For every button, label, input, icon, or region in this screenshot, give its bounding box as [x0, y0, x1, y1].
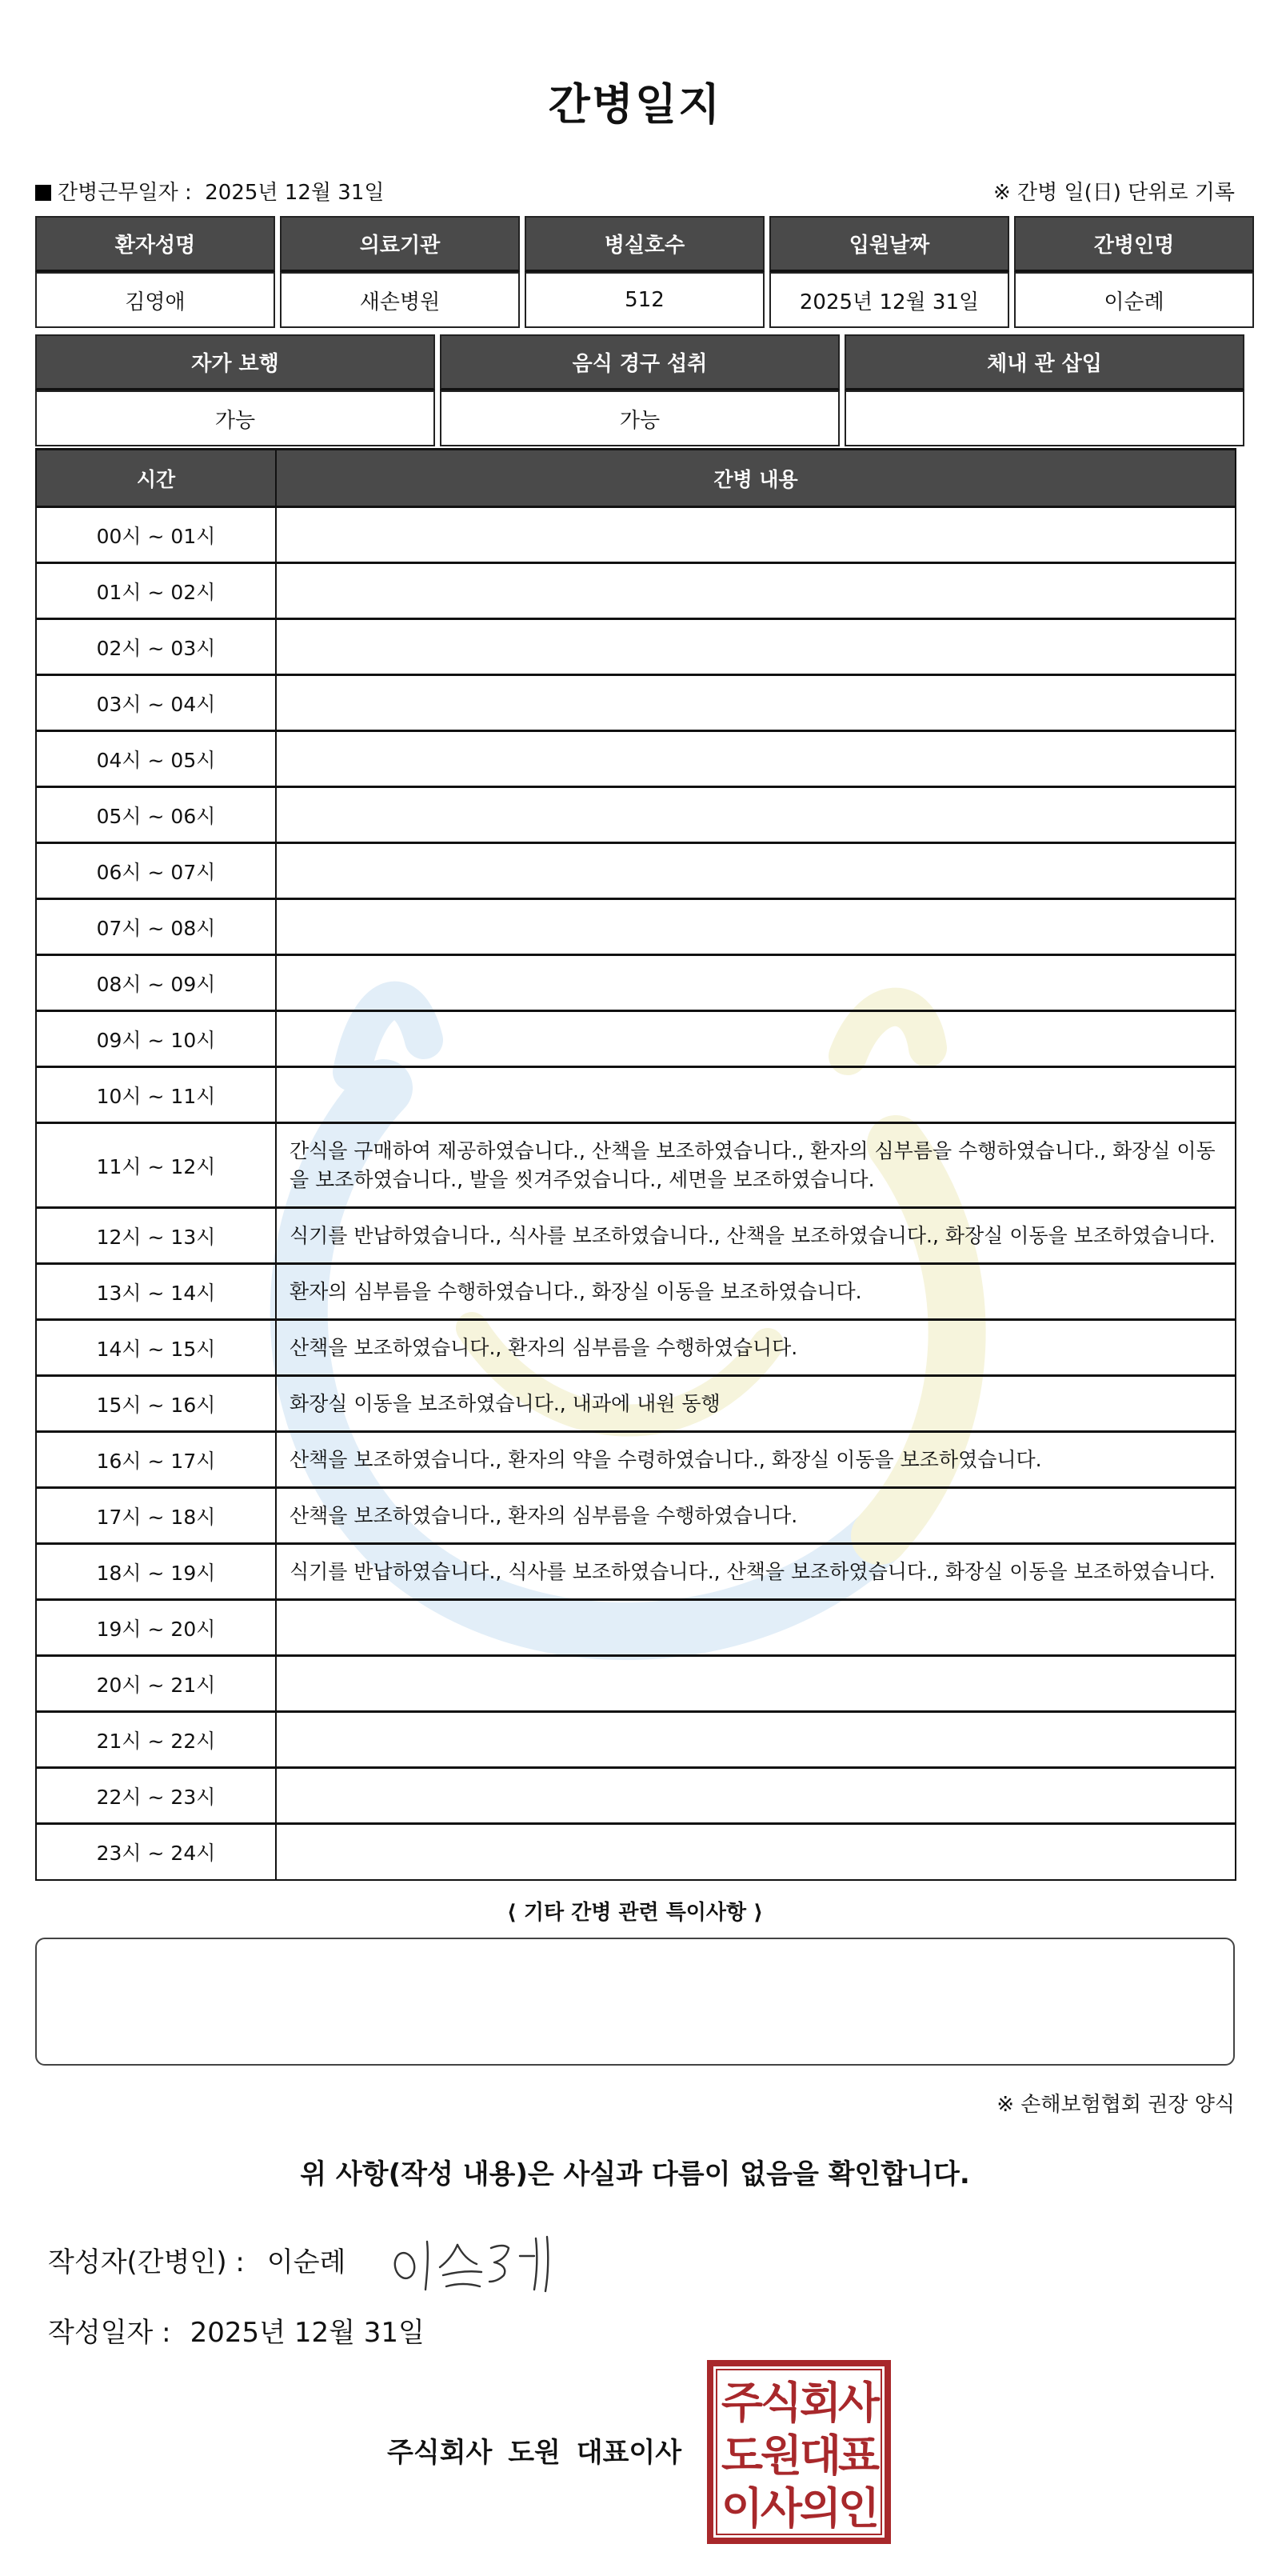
svg-text:대: 대: [799, 2430, 842, 2481]
care-content: [276, 1656, 1236, 1712]
care-content: 산책을 보조하였습니다., 환자의 심부름을 수행하였습니다.: [276, 1320, 1236, 1376]
care-content: [276, 899, 1236, 955]
header-tube-insertion: 체내 관 삽입: [845, 334, 1244, 390]
company-representative: 주식회사 도원 대표이사: [387, 2437, 682, 2469]
patient-status-table: [30, 334, 1249, 446]
time-slot: 23시 ~ 24시: [36, 1824, 276, 1880]
work-date-value: 2025년 12월 31일: [205, 181, 385, 205]
table-row: [36, 1656, 1236, 1712]
time-slot: 04시 ~ 05시: [36, 731, 276, 787]
time-slot: 10시 ~ 11시: [36, 1067, 276, 1123]
time-slot: 02시 ~ 03시: [36, 619, 276, 675]
svg-text:표: 표: [837, 2430, 881, 2481]
table-row: [36, 1208, 1236, 1264]
care-content: 산책을 보조하였습니다., 환자의 심부름을 수행하였습니다.: [276, 1488, 1236, 1544]
time-slot: 16시 ~ 17시: [36, 1432, 276, 1488]
table-row: [36, 507, 1236, 563]
time-slot: 13시 ~ 14시: [36, 1264, 276, 1320]
care-content: [276, 955, 1236, 1011]
time-slot: 01시 ~ 02시: [36, 563, 276, 619]
patient-info-table: [30, 216, 1259, 328]
writer-label: 작성자(간병인) :: [48, 2246, 245, 2278]
header-room-number: 병실호수: [525, 216, 765, 272]
special-notes-title: ⟨ 기타 간병 관련 특이사항 ⟩: [506, 1901, 764, 1925]
header-self-walking: 자가 보행: [35, 334, 435, 390]
care-content: 환자의 심부름을 수행하였습니다., 화장실 이동을 보조하였습니다.: [276, 1264, 1236, 1320]
care-content: [276, 1067, 1236, 1123]
admission-date: 2025년 12월 31일: [769, 272, 1009, 328]
care-content: 간식을 구매하여 제공하였습니다., 산책을 보조하였습니다., 환자의 심부름을 수행하였습니다., 화장실 이동을 보조하였습니다., 발을 씻겨주었습니다., 세면을 보조하였습니다.: [276, 1123, 1236, 1208]
care-content: 식기를 반납하였습니다., 식사를 보조하였습니다., 산책을 보조하였습니다., 화장실 이동을 보조하였습니다.: [276, 1208, 1236, 1264]
care-content: [276, 1768, 1236, 1824]
oral-intake-value: 가능: [440, 390, 840, 446]
confirmation-statement: 위 사항(작성 내용)은 사실과 다름이 없음을 확인합니다.: [300, 2158, 970, 2190]
care-content: 산책을 보조하였습니다., 환자의 약을 수령하였습니다., 화장실 이동을 보조하였습니다.: [276, 1432, 1236, 1488]
table-row: [36, 1264, 1236, 1320]
time-slot: 08시 ~ 09시: [36, 955, 276, 1011]
work-date-label: 간병근무일자 :: [58, 181, 192, 205]
time-slot: 06시 ~ 07시: [36, 843, 276, 899]
time-slot: 12시 ~ 13시: [36, 1208, 276, 1264]
page-title: 간병일지: [548, 79, 722, 130]
table-row: [36, 1067, 1236, 1123]
svg-text:이: 이: [721, 2483, 764, 2534]
table-row: [36, 1320, 1236, 1376]
time-slot: 19시 ~ 20시: [36, 1600, 276, 1656]
table-row: [36, 1123, 1236, 1208]
hospital: 새손병원: [280, 272, 520, 328]
header-care-content: 간병 내용: [276, 450, 1236, 507]
table-row: [36, 899, 1236, 955]
time-slot: 09시 ~ 10시: [36, 1011, 276, 1067]
table-row: [36, 955, 1236, 1011]
care-content: [276, 1011, 1236, 1067]
time-slot: 07시 ~ 08시: [36, 899, 276, 955]
table-row: [36, 843, 1236, 899]
square-bullet-icon: [35, 185, 51, 201]
time-slot: 18시 ~ 19시: [36, 1544, 276, 1600]
table-row: [36, 1376, 1236, 1432]
caregiver-name: 이순례: [1014, 272, 1254, 328]
svg-text:식: 식: [760, 2378, 803, 2428]
work-date: [35, 176, 384, 206]
header-time: 시간: [36, 450, 276, 507]
written-date-value: 2025년 12월 31일: [190, 2317, 425, 2349]
care-content: [276, 563, 1236, 619]
care-content: 식기를 반납하였습니다., 식사를 보조하였습니다., 산책을 보조하였습니다., 화장실 이동을 보조하였습니다.: [276, 1544, 1236, 1600]
time-slot: 05시 ~ 06시: [36, 787, 276, 843]
writer-line: [48, 2240, 368, 2279]
time-slot: 11시 ~ 12시: [36, 1123, 276, 1208]
patient-name: 김영애: [35, 272, 275, 328]
care-content: [276, 1600, 1236, 1656]
time-slot: 21시 ~ 22시: [36, 1712, 276, 1768]
writer-name: 이순례: [266, 2246, 346, 2278]
header-hospital: 의료기관: [280, 216, 520, 272]
care-content: [276, 1712, 1236, 1768]
written-date-line: [48, 2310, 444, 2350]
table-row: [36, 1432, 1236, 1488]
table-row: [36, 1488, 1236, 1544]
header-patient-name: 환자성명: [35, 216, 275, 272]
care-content: 화장실 이동을 보조하였습니다., 내과에 내원 동행: [276, 1376, 1236, 1432]
table-row: [36, 1600, 1236, 1656]
table-row: [36, 731, 1236, 787]
header-admission-date: 입원날짜: [769, 216, 1009, 272]
table-row: [36, 1011, 1236, 1067]
time-slot: 03시 ~ 04시: [36, 675, 276, 731]
care-content: [276, 787, 1236, 843]
care-content: [276, 843, 1236, 899]
handwritten-signature-icon: [379, 2224, 563, 2296]
care-content: [276, 731, 1236, 787]
svg-text:원: 원: [760, 2430, 803, 2481]
table-row: [36, 563, 1236, 619]
record-unit-note: ※ 간병 일(日) 단위로 기록: [992, 181, 1235, 205]
hourly-care-log-table: [35, 448, 1236, 1881]
table-row: [36, 1544, 1236, 1600]
table-row: [36, 1712, 1236, 1768]
care-content: [276, 619, 1236, 675]
header-caregiver-name: 간병인명: [1014, 216, 1254, 272]
care-content: [276, 1824, 1236, 1880]
svg-text:의: 의: [799, 2483, 842, 2534]
svg-text:인: 인: [837, 2483, 881, 2534]
svg-text:사: 사: [760, 2483, 803, 2534]
svg-text:주: 주: [721, 2378, 764, 2428]
meta-row: [35, 176, 1235, 208]
time-slot: 00시 ~ 01시: [36, 507, 276, 563]
room-number: 512: [525, 272, 765, 328]
table-row: [36, 1824, 1236, 1880]
written-date-label: 작성일자 :: [48, 2317, 171, 2349]
company-seal-icon: [707, 2360, 891, 2544]
time-slot: 22시 ~ 23시: [36, 1768, 276, 1824]
time-slot: 14시 ~ 15시: [36, 1320, 276, 1376]
care-content: [276, 675, 1236, 731]
tube-insertion-value: [845, 390, 1244, 446]
svg-text:도: 도: [721, 2430, 764, 2481]
self-walking-value: 가능: [35, 390, 435, 446]
time-slot: 20시 ~ 21시: [36, 1656, 276, 1712]
recommended-form-note: ※ 손해보험협회 권장 양식: [996, 2093, 1235, 2117]
time-slot: 15시 ~ 16시: [36, 1376, 276, 1432]
care-content: [276, 507, 1236, 563]
table-row: [36, 1768, 1236, 1824]
svg-text:회: 회: [799, 2378, 842, 2428]
header-oral-intake: 음식 경구 섭취: [440, 334, 840, 390]
table-row: [36, 675, 1236, 731]
table-row: [36, 787, 1236, 843]
svg-text:사: 사: [837, 2378, 881, 2428]
table-row: [36, 619, 1236, 675]
special-notes-box: [35, 1938, 1235, 2066]
time-slot: 17시 ~ 18시: [36, 1488, 276, 1544]
